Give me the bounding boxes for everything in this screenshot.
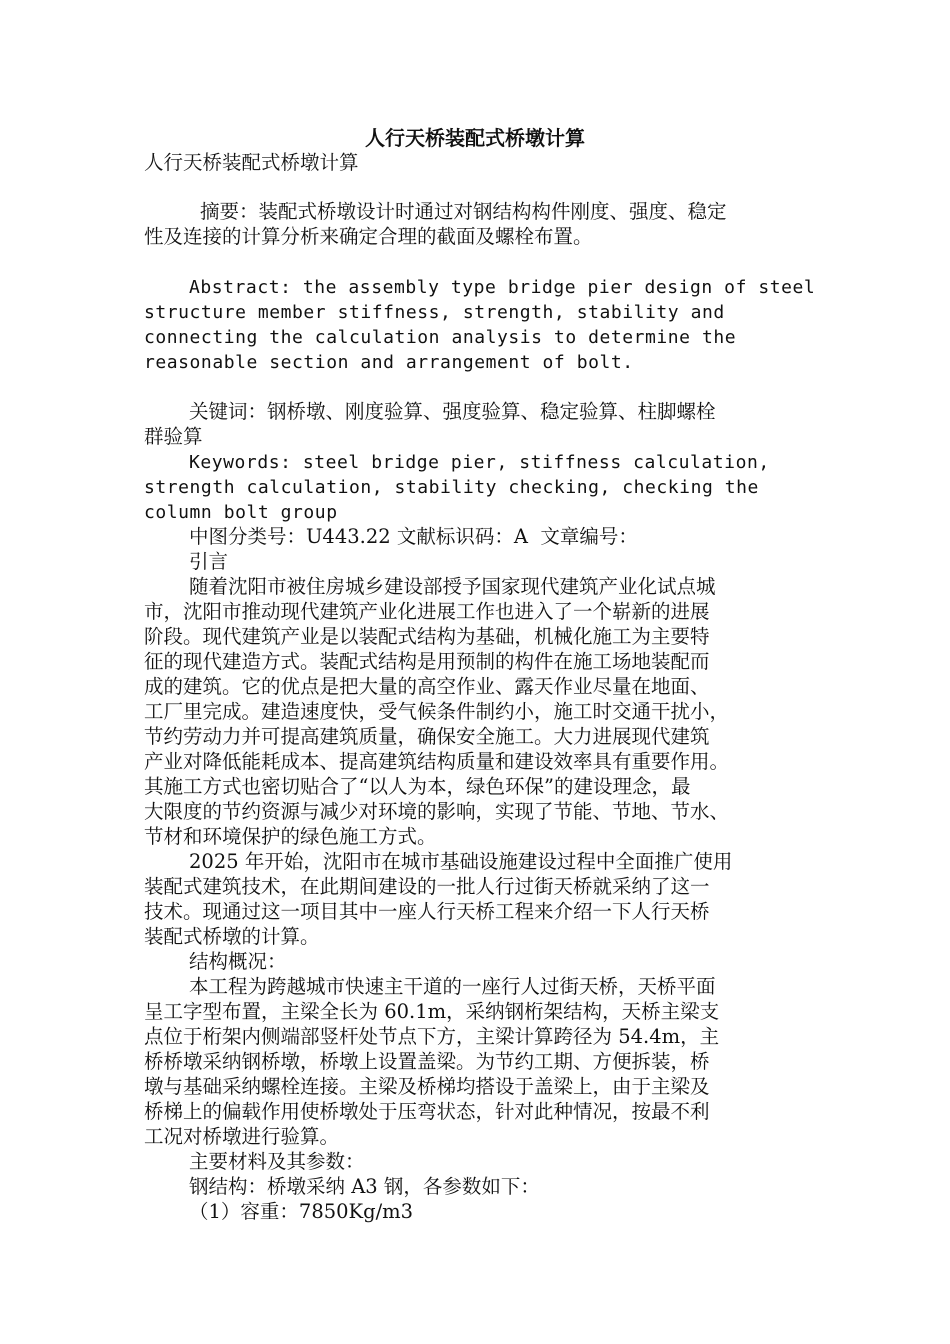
keywords-zh-line: 关键词：钢桥墩、刚度验算、强度验算、稳定验算、柱脚螺栓 [189,400,716,423]
paragraph-line: 点位于桁架内侧端部竖杆处节点下方，主梁计算跨径为 54.4m，主 [144,1025,720,1048]
abstract-en-line: Abstract: the assembly type bridge pier design of steel [189,277,816,298]
paragraph-line: 2025 年开始，沈阳市在城市基础设施建设过程中全面推广使用 [189,850,733,873]
paragraph-line: 工厂里完成。建造速度快，受气候条件制约小，施工时交通干扰小， [144,700,730,723]
paragraph-line: 随着沈阳市被住房城乡建设部授予国家现代建筑产业化试点城 [189,575,716,598]
paragraph-line: 阶段。现代建筑产业是以装配式结构为基础，机械化施工为主要特 [144,625,710,648]
paragraph-line: 征的现代建造方式。装配式结构是用预制的构件在施工场地装配而 [144,650,710,673]
density-line: （1）容重：7850Kg/m3 [189,1200,414,1223]
steel-line: 钢结构：桥墩采纳 A3 钢，各参数如下： [189,1175,540,1198]
document-title: 人行天桥装配式桥墩计算 [365,126,585,150]
intro-heading: 引言 [189,550,229,573]
paragraph-line: 技术。现通过这一项目其中一座人行天桥工程来介绍一下人行天桥 [144,900,710,923]
paragraph-line: 大限度的节约资源与减少对环境的影响，实现了节能、节地、节水、 [144,800,730,823]
paragraph-line: 工况对桥墩进行验算。 [144,1125,340,1148]
paragraph-line: 节约劳动力并可提高建筑质量，确保安全施工。大力进展现代建筑 [144,725,710,748]
keywords-zh-line: 群验算 [144,425,203,448]
paragraph-line: 装配式桥墩的计算。 [144,925,320,948]
paragraph-line: 桥梯上的偏载作用使桥墩处于压弯状态，针对此种情况，按最不利 [144,1100,710,1123]
paragraph-line: 墩与基础采纳螺栓连接。主梁及桥梯均搭设于盖梁上，由于主梁及 [144,1075,710,1098]
structure-heading: 结构概况： [189,950,287,973]
document-subtitle: 人行天桥装配式桥墩计算 [144,151,359,174]
abstract-en-line: connecting the calculation analysis to determine the [144,327,737,348]
paragraph-line: 产业对降低能耗成本、提高建筑结构质量和建设效率具有重要作用。 [144,750,730,773]
paragraph-line: 装配式建筑技术，在此期间建设的一批人行过街天桥就采纳了这一 [144,875,710,898]
paragraph-line: 节材和环境保护的绿色施工方式。 [144,825,437,848]
abstract-zh-line: 性及连接的计算分析来确定合理的截面及螺栓布置。 [144,225,593,248]
abstract-en-line: reasonable section and arrangement of bolt. [144,352,634,373]
paragraph-line: 本工程为跨越城市快速主干道的一座行人过街天桥，天桥平面 [189,975,716,998]
paragraph-line: 成的建筑。它的优点是把大量的高空作业、露天作业尽量在地面、 [144,675,710,698]
materials-heading: 主要材料及其参数： [189,1150,365,1173]
paragraph-line: 呈工字型布置，主梁全长为 60.1m，采纳钢桁架结构，天桥主梁支 [144,1000,720,1023]
abstract-en-line: structure member stiffness, strength, stability and [144,302,725,323]
paragraph-line: 桥桥墩采纳钢桥墩，桥墩上设置盖梁。为节约工期、方便拆装，桥 [144,1050,710,1073]
paragraph-line: 市，沈阳市推动现代建筑产业化进展工作也进入了一个崭新的进展 [144,600,710,623]
classification-line: 中图分类号：U443.22 文献标识码：A 文章编号： [189,525,638,548]
abstract-zh-line: 摘要：装配式桥墩设计时通过对钢结构构件刚度、强度、稳定 [200,200,727,223]
keywords-en-line: column bolt group [144,502,338,523]
paragraph-line: 其施工方式也密切贴合了“以人为本，绿色环保”的建设理念，最 [144,775,691,798]
keywords-en-line: Keywords: steel bridge pier, stiffness calculation, [189,452,770,473]
keywords-en-line: strength calculation, stability checking, checking the [144,477,759,498]
